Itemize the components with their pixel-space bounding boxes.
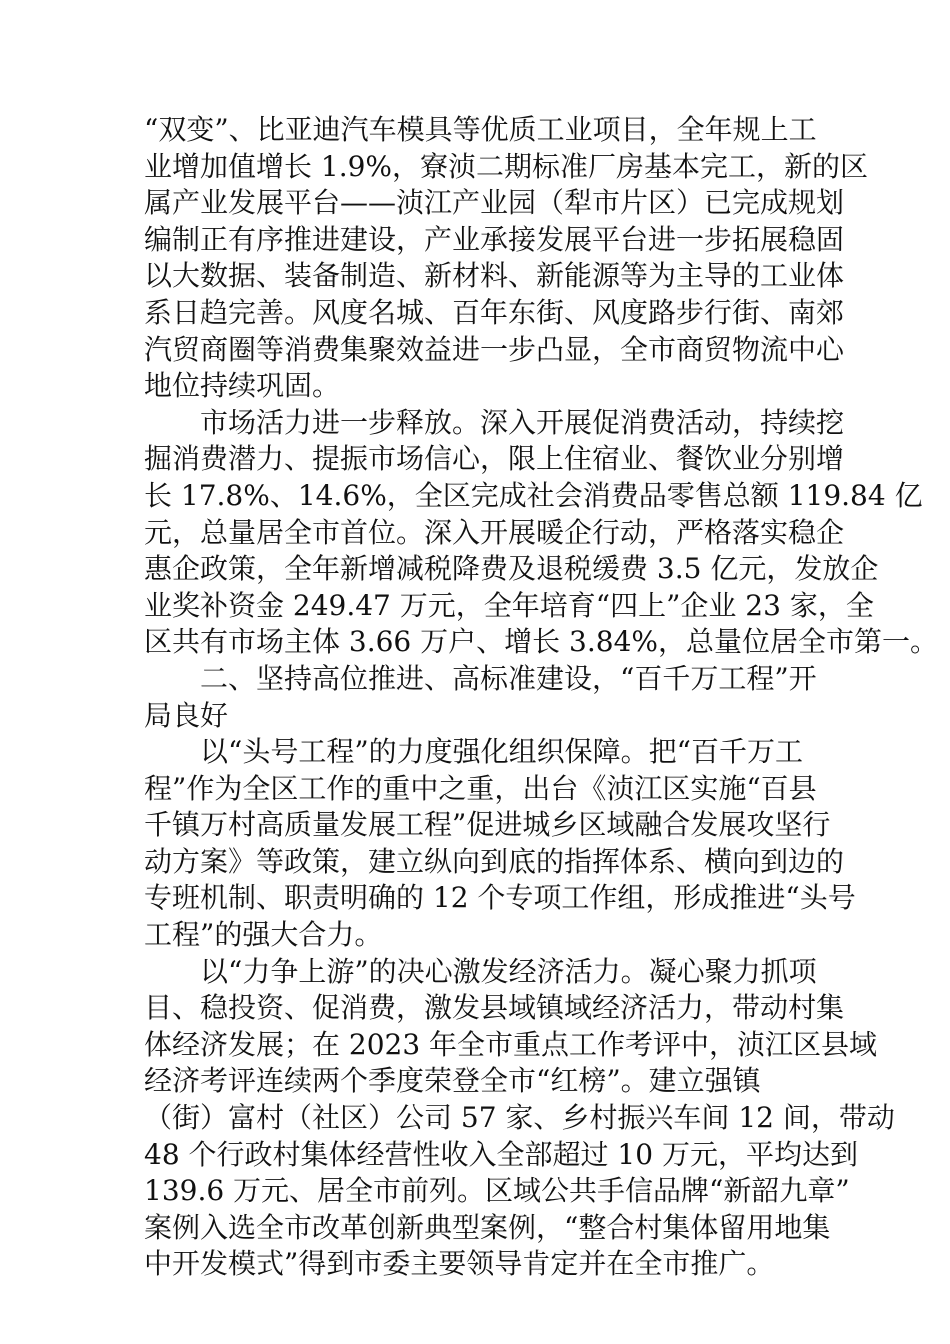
text-line: 地位持续巩固。: [144, 369, 341, 403]
text-line: 市场活力进一步释放。深入开展促消费活动，持续挖: [200, 405, 845, 439]
paragraph: [144, 734, 856, 954]
text-line: 48 个行政村集体经营性收入全部超过 10 万元，平均达到: [144, 1137, 858, 1171]
paragraph: [144, 954, 895, 1283]
text-line: 千镇万村高质量发展工程”促进城乡区域融合发展攻坚行: [144, 808, 831, 842]
paragraph: [144, 405, 938, 661]
text-line: 汽贸商圈等消费集聚效益进一步凸显，全市商贸物流中心: [144, 332, 845, 366]
text-line: 局良好: [144, 698, 229, 732]
text-line: 动方案》等政策，建立纵向到底的指挥体系、横向到边的: [144, 844, 845, 878]
text-line: 以“力争上游”的决心激发经济活力。凝心聚力抓项: [200, 954, 817, 988]
text-line: 以“头号工程”的力度强化组织保障。把“百千万工: [200, 735, 803, 769]
text-line: 专班机制、职责明确的 12 个专项工作组，形成推进“头号: [144, 881, 856, 915]
text-line: 掘消费潜力、提振市场信心，限上住宿业、餐饮业分别增: [144, 442, 845, 476]
text-line: 业奖补资金 249.47 万元，全年培育“四上”企业 23 家，全: [144, 588, 874, 622]
text-line: 惠企政策，全年新增减税降费及退税缓费 3.5 亿元，发放企: [144, 552, 879, 586]
text-line: 二、坚持高位推进、高标准建设，“百千万工程”开: [200, 661, 817, 695]
text-line: 编制正有序推进建设，产业承接发展平台进一步拓展稳固: [144, 222, 845, 256]
text-line: 长 17.8%、14.6%，全区完成社会消费品零售总额 119.84 亿: [144, 478, 923, 512]
text-line: 经济考评连续两个季度荣登全市“红榜”。建立强镇: [144, 1064, 761, 1098]
text-line: 中开发模式”得到市委主要领导肯定并在全市推广。: [144, 1247, 775, 1281]
text-line: 元，总量居全市首位。深入开展暖企行动，严格落实稳企: [144, 515, 845, 549]
text-line: （街）富村（社区）公司 57 家、乡村振兴车间 12 间，带动: [144, 1101, 895, 1135]
text-line: 系日趋完善。风度名城、百年东街、风度路步行街、南郊: [144, 295, 845, 329]
paragraph: [144, 112, 869, 405]
text-line: 区共有市场主体 3.66 万户、增长 3.84%，总量位居全市第一。: [144, 625, 938, 659]
text-line: 目、稳投资、促消费，激发县域镇域经济活力，带动村集: [144, 991, 845, 1025]
text-line: 属产业发展平台——浈江产业园（犁市片区）已完成规划: [144, 186, 845, 220]
document-body: [144, 112, 938, 1283]
text-line: 体经济发展；在 2023 年全市重点工作考评中，浈江区县域: [144, 1027, 878, 1061]
text-line: 案例入选全市改革创新典型案例，“整合村集体留用地集: [144, 1210, 831, 1244]
text-line: 工程”的强大合力。: [144, 918, 383, 952]
text-line: 程”作为全区工作的重中之重，出台《浈江区实施“百县: [144, 771, 817, 805]
text-line: 以大数据、装备制造、新材料、新能源等为主导的工业体: [144, 259, 845, 293]
text-line: “双变”、比亚迪汽车模具等优质工业项目，全年规上工: [144, 113, 817, 146]
text-line: 139.6 万元、居全市前列。区域公共手信品牌“新韶九章”: [144, 1174, 850, 1208]
text-line: 业增加值增长 1.9%，寮浈二期标准厂房基本完工，新的区: [144, 149, 869, 183]
paragraph: [144, 661, 824, 734]
